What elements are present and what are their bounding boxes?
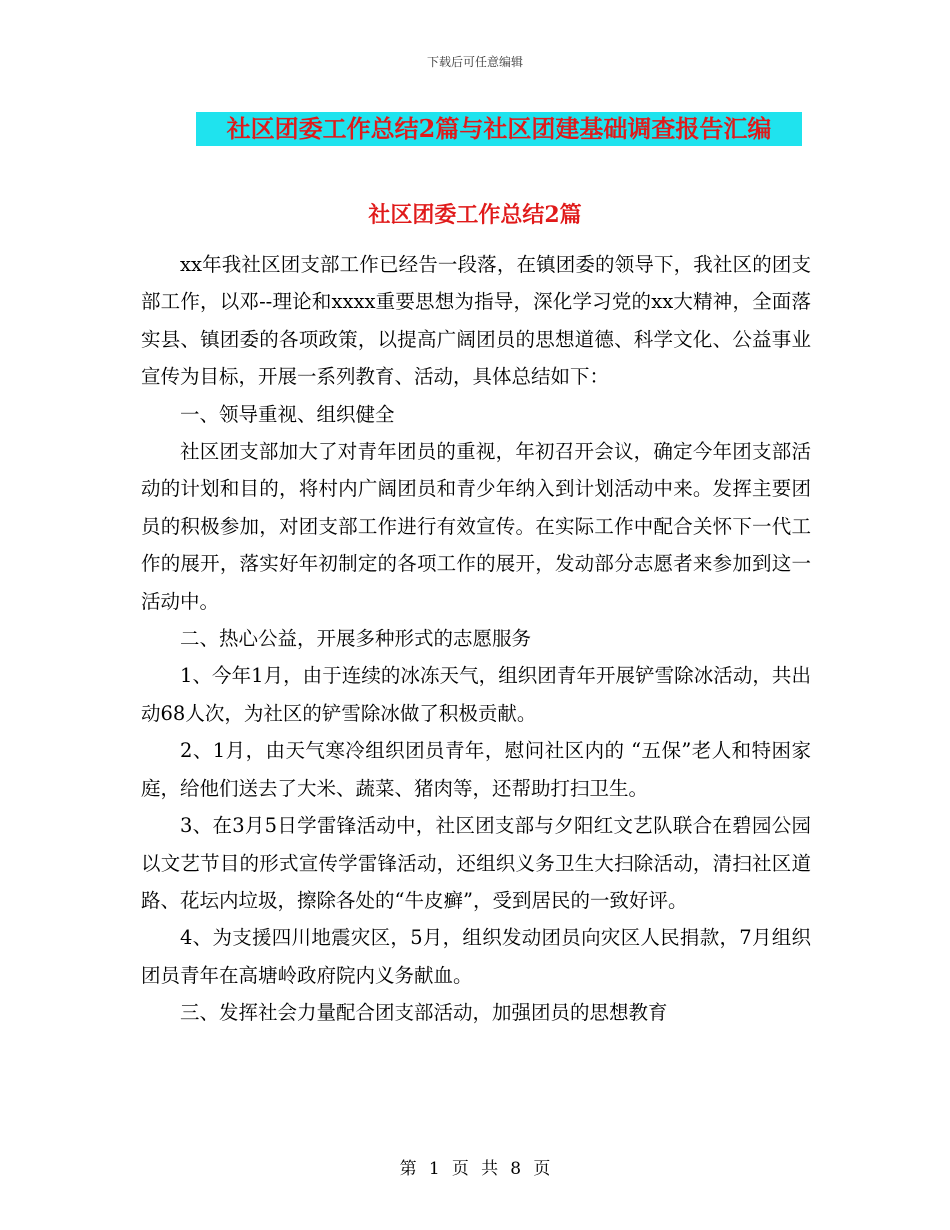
list-item-3: 3、在3月5日学雷锋活动中，社区团支部与夕阳红文艺队联合在碧园公园以文艺节目的形式宣传学雷锋活动，还组织义务卫生大扫除活动，清扫社区道路、花坛内垃圾，擦除各处的“牛皮癣”，受到居民的一致好评。 (141, 814, 811, 912)
list-item-4: 4、为支援四川地震灾区，5月，组织发动团员向灾区人民捐款，7月组织团员青年在高塘岭政府院内义务献血。 (141, 926, 811, 987)
document-body (141, 246, 811, 1032)
document-title: 社区团委工作总结2篇与社区团建基础调查报告汇编 (226, 114, 772, 143)
section-title: 社区团委工作总结2篇 (368, 202, 582, 228)
header-note: 下载后可任意编辑 (426, 55, 523, 69)
list-item-1: 1、今年1月，由于连续的冰冻天气，组织团青年开展铲雪除冰活动，共出动68人次，为社区的铲雪除冰做了积极贡献。 (141, 664, 811, 725)
heading-section-1: 一、领导重视、组织健全 (180, 402, 395, 426)
page-footer: 第 1 页 共 8 页 (399, 1159, 551, 1179)
list-item-2: 2、1月，由天气寒冷组织团员青年，慰问社区内的 “五保”老人和特困家庭，给他们送去了大米、蔬菜、猪肉等，还帮助打扫卫生。 (141, 739, 811, 800)
paragraph-section-1: 社区团支部加大了对青年团员的重视，年初召开会议，确定今年团支部活动的计划和目的，将村内广阔团员和青少年纳入到计划活动中来。发挥主要团员的积极参加，对团支部工作进行有效宣传。在实际工作中配合关怀下一代工作的展开，落实好年初制定的各项工作的展开，发动部分志愿者来参加到这一活动中。 (141, 440, 811, 613)
paragraph-intro: xx年我社区团支部工作已经告一段落，在镇团委的领导下，我社区的团支部工作，以邓--理论和xxxx重要思想为指导，深化学习党的xx大精神，全面落实县、镇团委的各项政策，以提高广阔团员的思想道德、科学文化、公益事业宣传为目标，开展一系列教育、活动，具体总结如下： (141, 253, 811, 389)
heading-section-2: 二、热心公益，开展多种形式的志愿服务 (180, 627, 532, 651)
heading-section-3: 三、发挥社会力量配合团支部活动，加强团员的思想教育 (180, 1001, 668, 1025)
